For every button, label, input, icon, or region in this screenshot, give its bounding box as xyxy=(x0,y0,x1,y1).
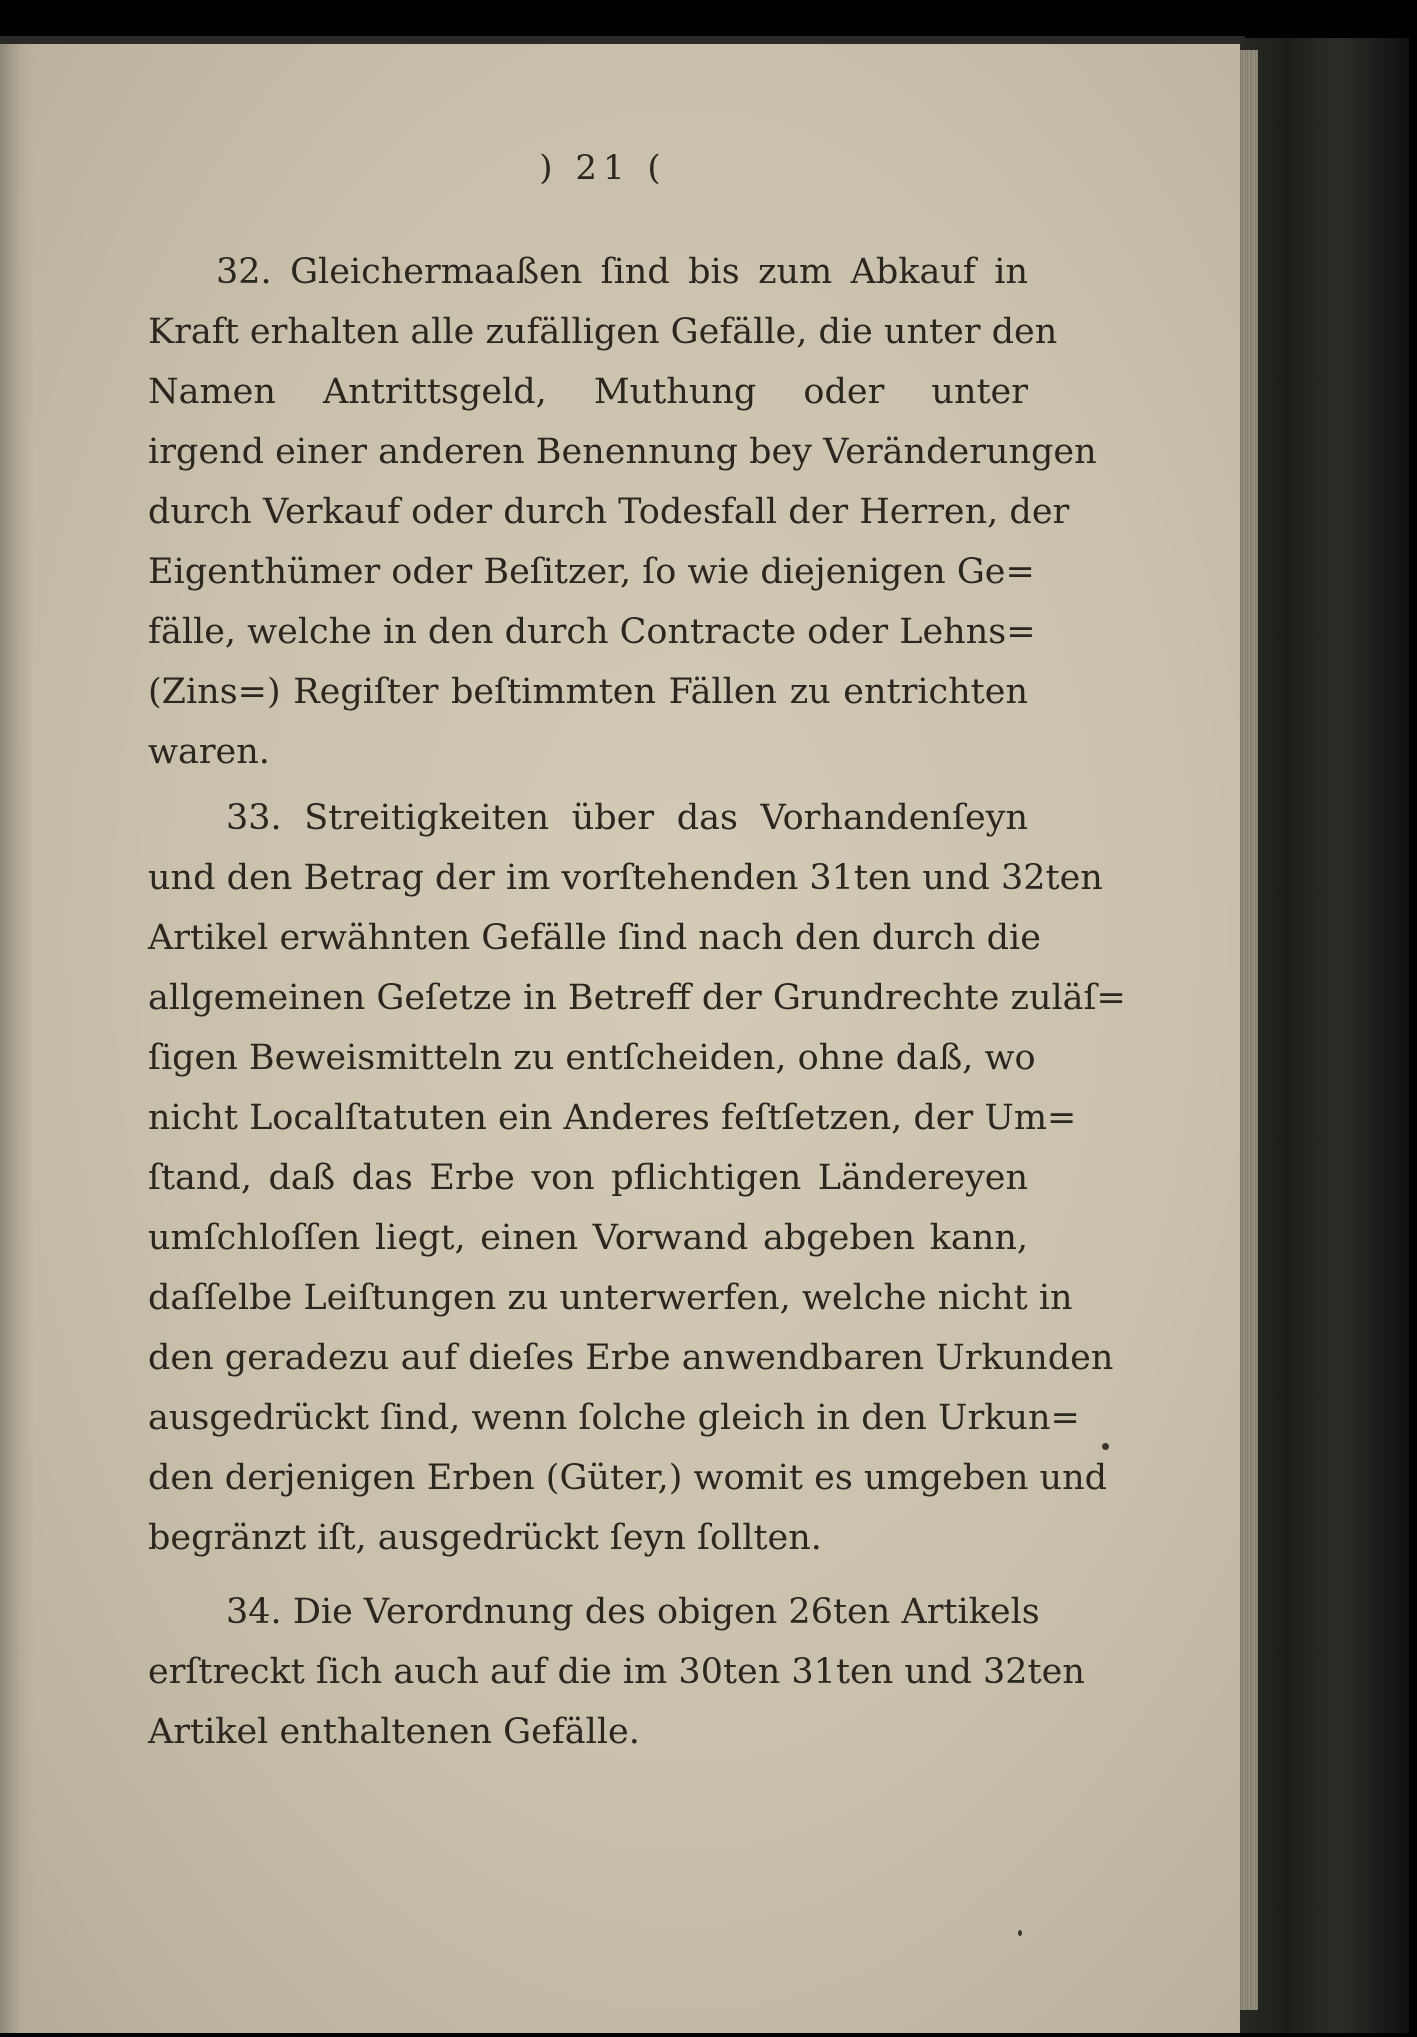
paragraph-line: allgemeinen Geſetze in Betreff der Grundrechte zuläſ= xyxy=(148,978,1126,1018)
running-head: ) 21 ( xyxy=(539,148,667,188)
paragraph-line: 33. Streitigkeiten über das Vorhandenſeyn xyxy=(226,798,1028,838)
gutter-shadow xyxy=(0,38,34,2033)
paragraph-line: fälle, welche in den durch Contracte oder Lehns= xyxy=(148,612,1036,652)
paragraph-32 xyxy=(148,242,1097,782)
top-edge xyxy=(0,36,1245,44)
paragraph-line: daſſelbe Leiſtungen zu unterwerfen, welche nicht in xyxy=(148,1278,1073,1318)
paragraph-line: ausgedrückt ſind, wenn ſolche gleich in den Urkun= xyxy=(148,1398,1080,1438)
text-block xyxy=(148,148,1126,1768)
paragraph-line: waren. xyxy=(148,732,270,772)
ink-speck xyxy=(1102,1443,1109,1450)
paragraph-line: erſtreckt ſich auch auf die im 30ten 31ten und 32ten xyxy=(148,1652,1085,1692)
paragraph-line: irgend einer anderen Benennung bey Veränderungen xyxy=(148,432,1097,472)
paragraph-line: Eigenthümer oder Beſitzer, ſo wie diejenigen Ge= xyxy=(148,552,1035,592)
paragraph-line: begränzt iſt, ausgedrückt ſeyn ſollten. xyxy=(148,1518,822,1558)
paragraph-line: den derjenigen Erben (Güter,) womit es umgeben und xyxy=(148,1458,1108,1498)
paragraph-line: durch Verkauf oder durch Todesfall der Herren, der xyxy=(148,492,1070,532)
paragraph-line: 34. Die Verordnung des obigen 26ten Artikels xyxy=(226,1592,1040,1632)
paragraph-line: 32. Gleichermaaßen ſind bis zum Abkauf in xyxy=(216,252,1028,292)
paragraph-number: 32. xyxy=(216,252,272,292)
paragraph-33 xyxy=(148,788,1126,1568)
paragraph-number: 34. xyxy=(226,1592,282,1632)
paragraph-34 xyxy=(148,1582,1085,1762)
paragraph-line: ſigen Beweismitteln zu entſcheiden, ohne daß, wo xyxy=(148,1038,1036,1078)
paragraph-line: Kraft erhalten alle zufälligen Gefälle, die unter den xyxy=(148,312,1058,352)
paragraph-line: und den Betrag der im vorſtehenden 31ten und 32ten xyxy=(148,858,1103,898)
paragraph-number: 33. xyxy=(226,798,282,838)
paragraph-line: nicht Localſtatuten ein Anderes feſtſetzen, der Um= xyxy=(148,1098,1077,1138)
paragraph-line: ſtand, daß das Erbe von pflichtigen Ländereyen xyxy=(148,1158,1028,1198)
paragraph-line: Artikel enthaltenen Gefälle. xyxy=(148,1712,640,1752)
paragraph-line: Namen Antrittsgeld, Muthung oder unter xyxy=(148,372,1028,412)
book-binding xyxy=(1232,38,1409,2033)
paragraph-line: den geradezu auf dieſes Erbe anwendbaren Urkunden xyxy=(148,1338,1114,1378)
paragraph-line: Artikel erwähnten Gefälle ſind nach den durch die xyxy=(148,918,1041,958)
ink-speck xyxy=(1018,1930,1022,1936)
paragraph-line: umſchloſſen liegt, einen Vorwand abgeben kann, xyxy=(148,1218,1028,1258)
paragraph-line: (Zins=) Regiſter beſtimmten Fällen zu entrichten xyxy=(148,672,1028,712)
